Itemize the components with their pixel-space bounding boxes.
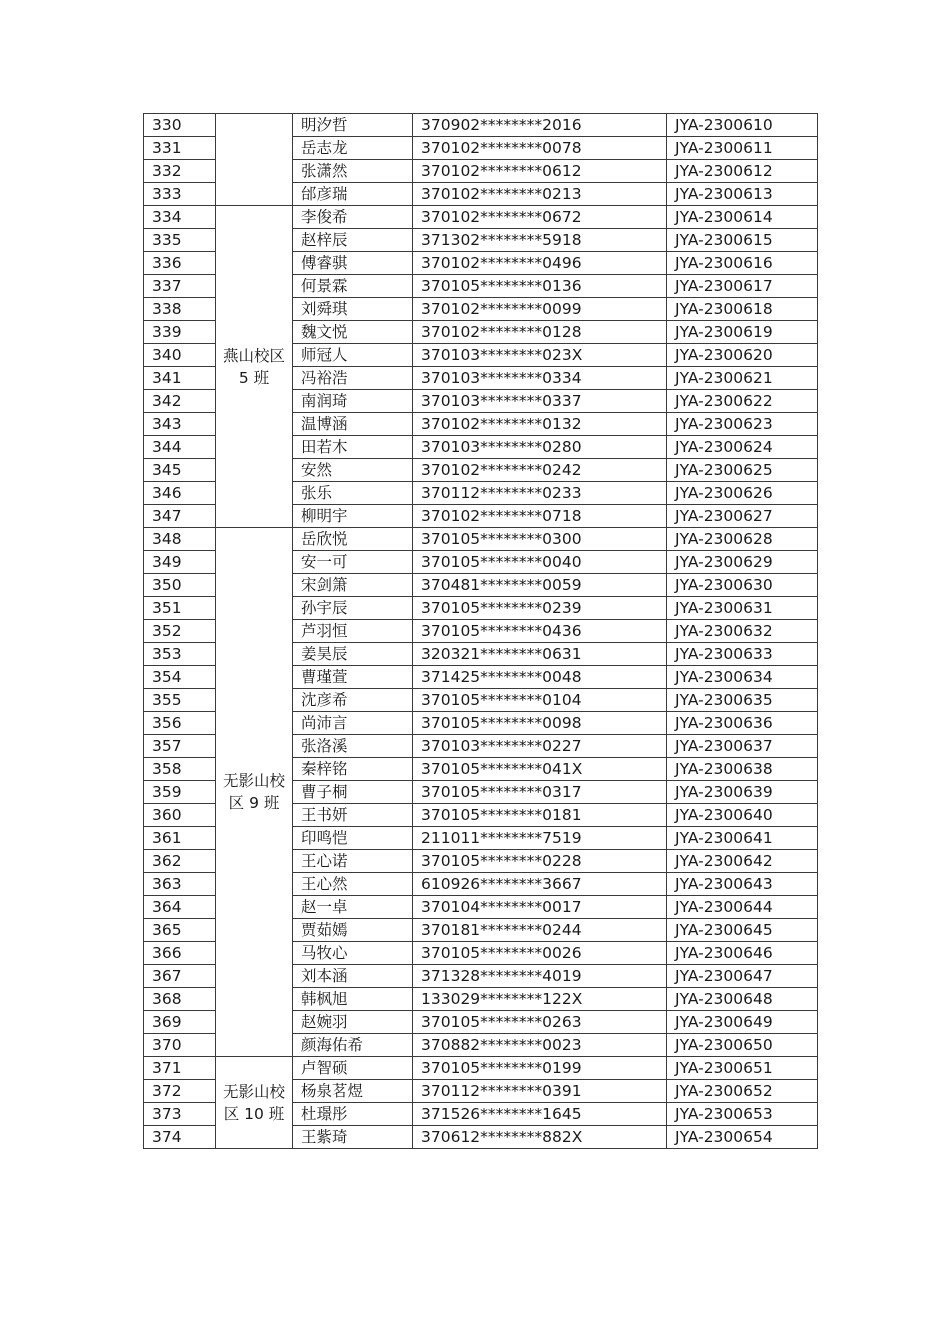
- id-number-cell: 211011********7519: [413, 827, 667, 850]
- name-cell: 师冠人: [293, 344, 413, 367]
- name-cell: 南润琦: [293, 390, 413, 413]
- name-cell: 邰彦瑞: [293, 183, 413, 206]
- seq-cell: 336: [144, 252, 216, 275]
- name-cell: 温博涵: [293, 413, 413, 436]
- id-number-cell: 370102********0242: [413, 459, 667, 482]
- cert-number-cell: JYA-2300627: [667, 505, 818, 528]
- seq-cell: 345: [144, 459, 216, 482]
- name-cell: 赵婉羽: [293, 1011, 413, 1034]
- name-cell: 王紫琦: [293, 1126, 413, 1149]
- name-cell: 尚沛言: [293, 712, 413, 735]
- id-number-cell: 370102********0496: [413, 252, 667, 275]
- cert-number-cell: JYA-2300649: [667, 1011, 818, 1034]
- id-number-cell: 370105********0104: [413, 689, 667, 712]
- cert-number-cell: JYA-2300642: [667, 850, 818, 873]
- seq-cell: 354: [144, 666, 216, 689]
- id-number-cell: 370105********0136: [413, 275, 667, 298]
- seq-cell: 344: [144, 436, 216, 459]
- cert-number-cell: JYA-2300614: [667, 206, 818, 229]
- seq-cell: 334: [144, 206, 216, 229]
- seq-cell: 331: [144, 137, 216, 160]
- id-number-cell: 370102********0078: [413, 137, 667, 160]
- name-cell: 王心诺: [293, 850, 413, 873]
- cert-number-cell: JYA-2300634: [667, 666, 818, 689]
- cert-number-cell: JYA-2300633: [667, 643, 818, 666]
- seq-cell: 330: [144, 114, 216, 137]
- name-cell: 沈彦希: [293, 689, 413, 712]
- seq-cell: 371: [144, 1057, 216, 1080]
- cert-number-cell: JYA-2300652: [667, 1080, 818, 1103]
- seq-cell: 366: [144, 942, 216, 965]
- id-number-cell: 370105********0239: [413, 597, 667, 620]
- cert-number-cell: JYA-2300647: [667, 965, 818, 988]
- class-group-label: 无影山校区 10 班: [222, 1082, 285, 1123]
- id-number-cell: 370612********882X: [413, 1126, 667, 1149]
- name-cell: 明汐哲: [293, 114, 413, 137]
- seq-cell: 339: [144, 321, 216, 344]
- seq-cell: 347: [144, 505, 216, 528]
- cert-number-cell: JYA-2300638: [667, 758, 818, 781]
- cert-number-cell: JYA-2300645: [667, 919, 818, 942]
- name-cell: 王书妍: [293, 804, 413, 827]
- cert-number-cell: JYA-2300651: [667, 1057, 818, 1080]
- id-number-cell: 370105********0098: [413, 712, 667, 735]
- name-cell: 田若木: [293, 436, 413, 459]
- seq-cell: 363: [144, 873, 216, 896]
- name-cell: 曹瑾萱: [293, 666, 413, 689]
- name-cell: 赵一卓: [293, 896, 413, 919]
- table-row: [144, 114, 818, 137]
- cert-number-cell: JYA-2300625: [667, 459, 818, 482]
- id-number-cell: 370102********0213: [413, 183, 667, 206]
- cert-number-cell: JYA-2300617: [667, 275, 818, 298]
- id-number-cell: 370105********0436: [413, 620, 667, 643]
- id-number-cell: 370105********0040: [413, 551, 667, 574]
- seq-cell: 357: [144, 735, 216, 758]
- id-number-cell: 370105********0181: [413, 804, 667, 827]
- table-row: [144, 1057, 818, 1080]
- id-number-cell: 370105********0317: [413, 781, 667, 804]
- cert-number-cell: JYA-2300610: [667, 114, 818, 137]
- seq-cell: 343: [144, 413, 216, 436]
- name-cell: 王心然: [293, 873, 413, 896]
- seq-cell: 362: [144, 850, 216, 873]
- cert-number-cell: JYA-2300635: [667, 689, 818, 712]
- cert-number-cell: JYA-2300637: [667, 735, 818, 758]
- name-cell: 刘本涵: [293, 965, 413, 988]
- name-cell: 韩枫旭: [293, 988, 413, 1011]
- seq-cell: 367: [144, 965, 216, 988]
- id-number-cell: 370481********0059: [413, 574, 667, 597]
- cert-number-cell: JYA-2300629: [667, 551, 818, 574]
- id-number-cell: 370103********0227: [413, 735, 667, 758]
- name-cell: 安一可: [293, 551, 413, 574]
- id-number-cell: 370181********0244: [413, 919, 667, 942]
- name-cell: 冯裕浩: [293, 367, 413, 390]
- class-group-label: 无影山校区 9 班: [222, 772, 285, 812]
- id-number-cell: 370112********0391: [413, 1080, 667, 1103]
- seq-cell: 352: [144, 620, 216, 643]
- cert-number-cell: JYA-2300622: [667, 390, 818, 413]
- cert-number-cell: JYA-2300641: [667, 827, 818, 850]
- seq-cell: 346: [144, 482, 216, 505]
- seq-cell: 365: [144, 919, 216, 942]
- name-cell: 卢智硕: [293, 1057, 413, 1080]
- name-cell: 傅睿骐: [293, 252, 413, 275]
- seq-cell: 370: [144, 1034, 216, 1057]
- name-cell: 岳欣悦: [293, 528, 413, 551]
- id-number-cell: 371302********5918: [413, 229, 667, 252]
- id-number-cell: 370102********0672: [413, 206, 667, 229]
- seq-cell: 351: [144, 597, 216, 620]
- cert-number-cell: JYA-2300632: [667, 620, 818, 643]
- id-number-cell: 370105********0300: [413, 528, 667, 551]
- name-cell: 曹子桐: [293, 781, 413, 804]
- cert-number-cell: JYA-2300654: [667, 1126, 818, 1149]
- name-cell: 安然: [293, 459, 413, 482]
- seq-cell: 356: [144, 712, 216, 735]
- name-cell: 魏文悦: [293, 321, 413, 344]
- id-number-cell: 370103********023X: [413, 344, 667, 367]
- cert-number-cell: JYA-2300636: [667, 712, 818, 735]
- seq-cell: 349: [144, 551, 216, 574]
- cert-number-cell: JYA-2300640: [667, 804, 818, 827]
- name-cell: 姜昊辰: [293, 643, 413, 666]
- cert-number-cell: JYA-2300618: [667, 298, 818, 321]
- seq-cell: 364: [144, 896, 216, 919]
- student-roster-table: [143, 113, 818, 1149]
- id-number-cell: 370105********0228: [413, 850, 667, 873]
- seq-cell: 372: [144, 1080, 216, 1103]
- seq-cell: 373: [144, 1103, 216, 1126]
- table-row: [144, 528, 818, 551]
- seq-cell: 341: [144, 367, 216, 390]
- id-number-cell: 320321********0631: [413, 643, 667, 666]
- id-number-cell: 370102********0128: [413, 321, 667, 344]
- cert-number-cell: JYA-2300630: [667, 574, 818, 597]
- class-group-cell: [216, 206, 293, 528]
- id-number-cell: 370105********0026: [413, 942, 667, 965]
- seq-cell: 369: [144, 1011, 216, 1034]
- cert-number-cell: JYA-2300650: [667, 1034, 818, 1057]
- name-cell: 印鸣恺: [293, 827, 413, 850]
- seq-cell: 355: [144, 689, 216, 712]
- roster-body: [144, 114, 818, 1149]
- id-number-cell: 370103********0334: [413, 367, 667, 390]
- cert-number-cell: JYA-2300616: [667, 252, 818, 275]
- name-cell: 张潇然: [293, 160, 413, 183]
- id-number-cell: 370102********0132: [413, 413, 667, 436]
- seq-cell: 353: [144, 643, 216, 666]
- name-cell: 杨泉茗煜: [293, 1080, 413, 1103]
- cert-number-cell: JYA-2300653: [667, 1103, 818, 1126]
- name-cell: 杜璟彤: [293, 1103, 413, 1126]
- cert-number-cell: JYA-2300624: [667, 436, 818, 459]
- cert-number-cell: JYA-2300631: [667, 597, 818, 620]
- class-group-cell: [216, 1057, 293, 1149]
- seq-cell: 374: [144, 1126, 216, 1149]
- seq-cell: 337: [144, 275, 216, 298]
- name-cell: 张乐: [293, 482, 413, 505]
- id-number-cell: 370105********041X: [413, 758, 667, 781]
- cert-number-cell: JYA-2300639: [667, 781, 818, 804]
- class-group-cell: [216, 528, 293, 1057]
- cert-number-cell: JYA-2300613: [667, 183, 818, 206]
- id-number-cell: 371526********1645: [413, 1103, 667, 1126]
- name-cell: 孙宇辰: [293, 597, 413, 620]
- id-number-cell: 370102********0099: [413, 298, 667, 321]
- name-cell: 颜海佑希: [293, 1034, 413, 1057]
- seq-cell: 361: [144, 827, 216, 850]
- name-cell: 芦羽恒: [293, 620, 413, 643]
- seq-cell: 359: [144, 781, 216, 804]
- class-group-label: 燕山校区 5 班: [222, 346, 285, 387]
- id-number-cell: 370103********0337: [413, 390, 667, 413]
- seq-cell: 340: [144, 344, 216, 367]
- seq-cell: 338: [144, 298, 216, 321]
- seq-cell: 335: [144, 229, 216, 252]
- cert-number-cell: JYA-2300623: [667, 413, 818, 436]
- name-cell: 何景霖: [293, 275, 413, 298]
- name-cell: 岳志龙: [293, 137, 413, 160]
- id-number-cell: 371425********0048: [413, 666, 667, 689]
- seq-cell: 350: [144, 574, 216, 597]
- cert-number-cell: JYA-2300643: [667, 873, 818, 896]
- id-number-cell: 370103********0280: [413, 436, 667, 459]
- class-group-cell: [216, 114, 293, 206]
- id-number-cell: 133029********122X: [413, 988, 667, 1011]
- cert-number-cell: JYA-2300611: [667, 137, 818, 160]
- seq-cell: 348: [144, 528, 216, 551]
- table-row: [144, 206, 818, 229]
- id-number-cell: 371328********4019: [413, 965, 667, 988]
- seq-cell: 333: [144, 183, 216, 206]
- name-cell: 秦梓铭: [293, 758, 413, 781]
- cert-number-cell: JYA-2300628: [667, 528, 818, 551]
- seq-cell: 360: [144, 804, 216, 827]
- name-cell: 宋剑箫: [293, 574, 413, 597]
- id-number-cell: 370112********0233: [413, 482, 667, 505]
- name-cell: 赵梓辰: [293, 229, 413, 252]
- name-cell: 柳明宇: [293, 505, 413, 528]
- cert-number-cell: JYA-2300615: [667, 229, 818, 252]
- cert-number-cell: JYA-2300648: [667, 988, 818, 1011]
- id-number-cell: 370102********0612: [413, 160, 667, 183]
- id-number-cell: 370902********2016: [413, 114, 667, 137]
- id-number-cell: 370105********0263: [413, 1011, 667, 1034]
- cert-number-cell: JYA-2300646: [667, 942, 818, 965]
- cert-number-cell: JYA-2300620: [667, 344, 818, 367]
- seq-cell: 358: [144, 758, 216, 781]
- id-number-cell: 370882********0023: [413, 1034, 667, 1057]
- id-number-cell: 370102********0718: [413, 505, 667, 528]
- seq-cell: 342: [144, 390, 216, 413]
- name-cell: 刘舜琪: [293, 298, 413, 321]
- cert-number-cell: JYA-2300644: [667, 896, 818, 919]
- seq-cell: 368: [144, 988, 216, 1011]
- cert-number-cell: JYA-2300612: [667, 160, 818, 183]
- cert-number-cell: JYA-2300626: [667, 482, 818, 505]
- seq-cell: 332: [144, 160, 216, 183]
- name-cell: 李俊希: [293, 206, 413, 229]
- name-cell: 张洛溪: [293, 735, 413, 758]
- cert-number-cell: JYA-2300621: [667, 367, 818, 390]
- name-cell: 贾茹嫣: [293, 919, 413, 942]
- cert-number-cell: JYA-2300619: [667, 321, 818, 344]
- id-number-cell: 370104********0017: [413, 896, 667, 919]
- id-number-cell: 370105********0199: [413, 1057, 667, 1080]
- name-cell: 马牧心: [293, 942, 413, 965]
- id-number-cell: 610926********3667: [413, 873, 667, 896]
